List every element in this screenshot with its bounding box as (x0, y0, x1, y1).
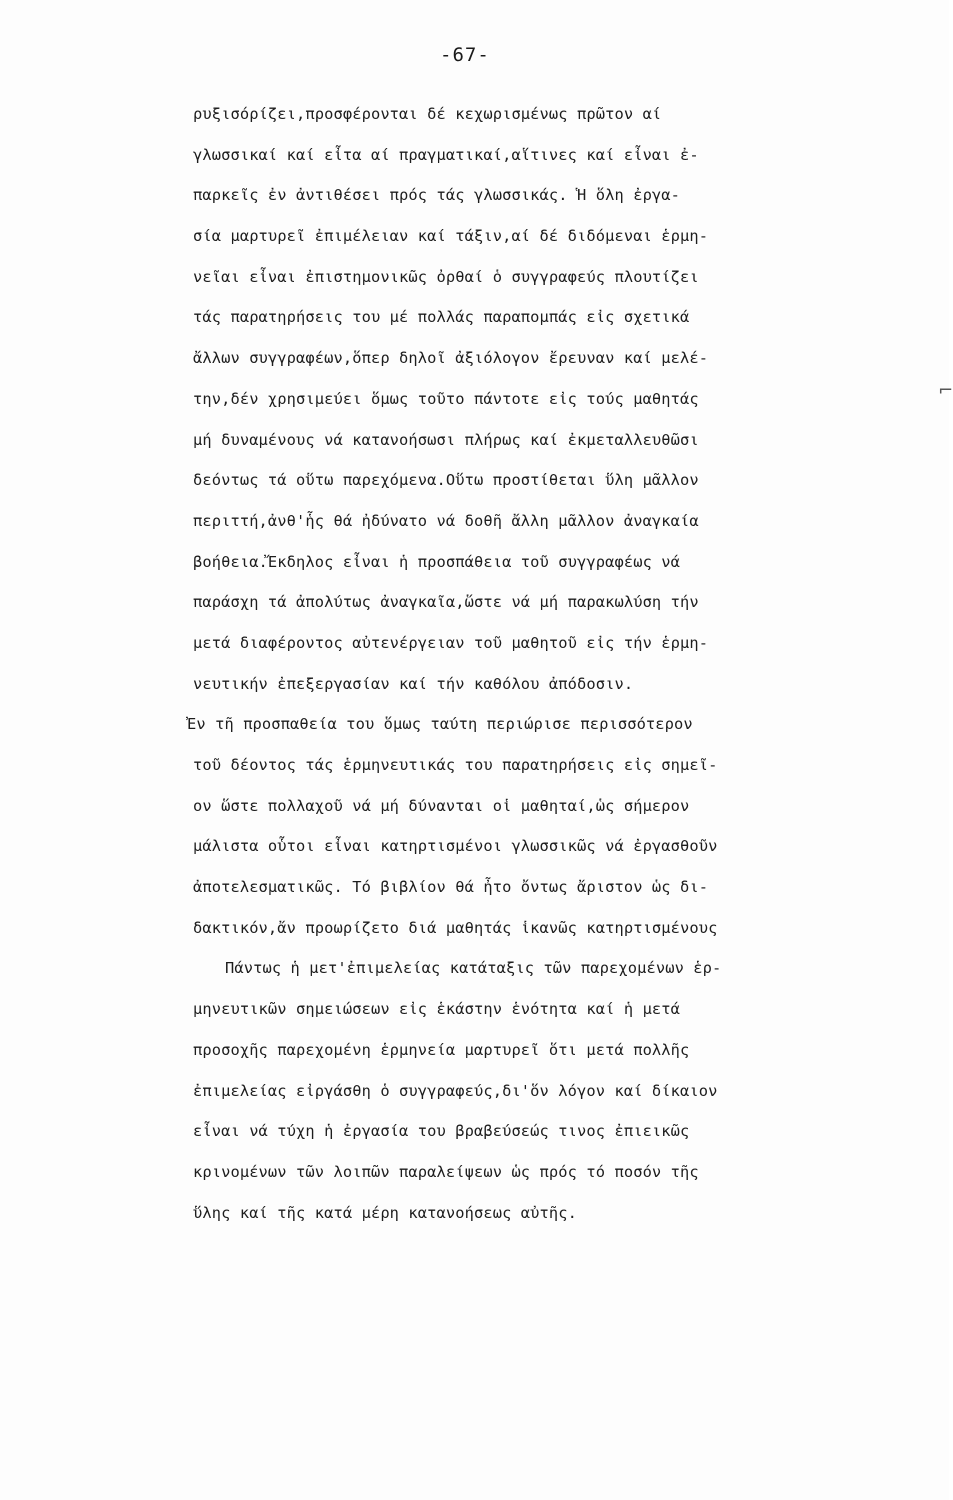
text-line: μάλιστα οὗτοι εἶναι κατηρτισμένοι γλωσσικῶς νά ἐργασθοῦν (193, 837, 718, 856)
text-line: την,δέν χρησιμεύει ὅμως τοῦτο πάντοτε εἰς τούς μαθητάς (193, 389, 699, 408)
text-line: ον ὥστε πολλαχοῦ νά μή δύνανται οἱ μαθηταί,ὡς σήμερον (193, 796, 690, 815)
margin-mark: ⌐ (938, 380, 953, 401)
text-line: βοήθεια.Ἔκδηλος εἶναι ἡ προσπάθεια τοῦ συγγραφέως νά (193, 552, 681, 571)
text-line: νευτικήν ἐπεξεργασίαν καί τήν καθόλου ἀπόδοσιν. (193, 674, 634, 693)
text-line: ρυξισόρίζει,προσφέρονται δέ κεχωρισμένως πρῶτον αί (193, 105, 662, 123)
text-line: Ἐν τῆ προσπαθεία του ὅμως ταύτη περιώρισε περισσότερον (187, 715, 693, 734)
text-line: δακτικόν,ἄν προωρίζετο διά μαθητάς ἱκανῶς κατηρτισμένους (193, 918, 718, 937)
text-line: ὕλης καί τῆς κατά μέρη κατανοήσεως αὐτῆς. (193, 1203, 578, 1222)
text-line: παράσχη τά ἀπολύτως ἀναγκαῖα,ὥστε νά μή παρακωλύση τήν (193, 593, 699, 612)
text-line: τοῦ δέοντος τάς ἑρμηνευτικάς του παρατηρήσεις εἰς σημεῖ- (193, 756, 718, 774)
text-line: παρκεῖς ἐν ἀντιθέσει πρός τάς γλωσσικάς. Ἡ ὅλη ἐργα- (193, 186, 681, 205)
text-line: περιττή,ἀνθ'ἧς θά ἠδύνατο νά δοθῆ ἄλλη μᾶλλον ἀναγκαία (193, 511, 699, 530)
text-line: γλωσσικαί καί εἶτα αί πραγματικαί,αἵτινες καί εἶναι ἐ- (193, 145, 699, 164)
text-line: εἶναι νά τύχη ἡ ἐργασία του βραβεύσεώς τινος ἐπιεικῶς (193, 1122, 690, 1141)
text-line: Πάντως ἡ μετ'ἐπιμελείας κατάταξις τῶν παρεχομένων ἑρ- (225, 959, 722, 978)
text-line: δεόντως τά οὕτω παρεχόμενα.Οὕτω προστίθεται ὕλη μᾶλλον (193, 471, 699, 490)
text-line: κρινομένων τῶν λοιπῶν παραλείψεων ὡς πρός τό ποσόν τῆς (193, 1162, 699, 1181)
text-line: ἐπιμελείας εἰργάσθη ὁ συγγραφεύς,δι'ὅν λόγον καί δίκαιον (193, 1081, 718, 1100)
text-line: ἀποτελεσματικῶς. Τό βιβλίον θά ἦτο ὄντως ἄριστον ὡς δι- (193, 878, 709, 897)
text-line: σία μαρτυρεῖ ἐπιμέλειαν καί τάξιν,αί δέ διδόμεναι ἑρμη- (193, 227, 709, 246)
text-line: μή δυναμένους νά κατανοήσωσι πλήρως καί ἐκμεταλλευθῶσι (193, 430, 699, 449)
text-line: μετά διαφέροντος αὐτενέργειαν τοῦ μαθητοῦ εἰς τήν ἑρμη- (193, 633, 709, 652)
text-line: τάς παρατηρήσεις του μέ πολλάς παραπομπάς εἰς σχετικά (193, 308, 690, 327)
text-line: μηνευτικῶν σημειώσεων εἰς ἑκάστην ἑνότητα καί ἡ μετά (193, 1000, 681, 1019)
text-line: ἄλλων συγγραφέων,ὅπερ δηλοῖ ἀξιόλογον ἔρευναν καί μελέ- (193, 349, 709, 368)
text-line: προσοχῆς παρεχομένη ἑρμηνεία μαρτυρεῖ ὅτι μετά πολλῆς (193, 1040, 690, 1059)
body-text (187, 94, 938, 1233)
page-number: -67- (440, 44, 490, 66)
text-line: νεῖαι εἶναι ἐπιστημονικῶς ὀρθαί ὁ συγγραφεύς πλουτίζει (193, 267, 699, 286)
